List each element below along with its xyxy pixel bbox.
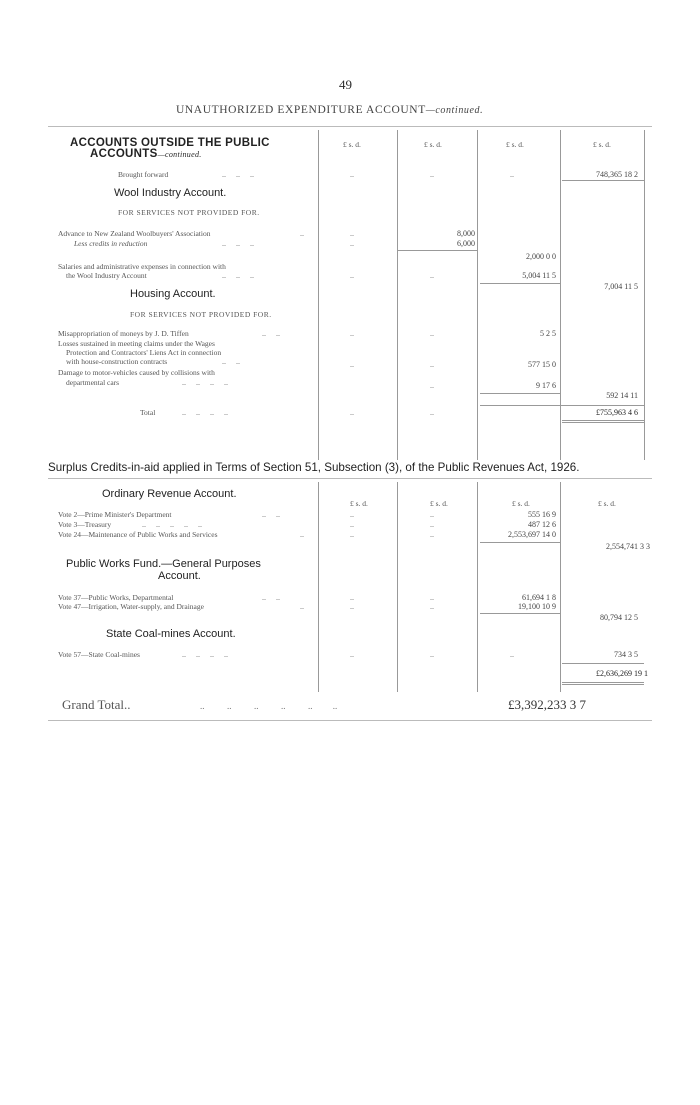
salaries-amount: 5,004 11 5 <box>522 271 556 280</box>
leader-dots: .. <box>430 602 434 611</box>
salaries-line1: Salaries and administrative expenses in connection with <box>58 262 226 271</box>
vote-3-amount: 487 12 6 <box>528 520 556 529</box>
rule <box>480 542 560 543</box>
vote-47-label: Vote 47—Irrigation, Water-supply, and Drainage <box>58 602 204 611</box>
misappropriation-label: Misappropriation of moneys by J. D. Tiffen <box>58 329 189 338</box>
page-number: 49 <box>339 77 352 92</box>
vote-47-amount: 19,100 10 9 <box>518 602 556 611</box>
table1-heading-line2: ACCOUNTS <box>90 148 158 160</box>
leader-dots: .. <box>430 381 434 390</box>
table2-col-divider <box>477 482 478 692</box>
damage-line1: Damage to motor-vehicles caused by collisions with <box>58 368 215 377</box>
housing-total: 592 14 11 <box>606 391 638 400</box>
vote-24-label: Vote 24—Maintenance of Public Works and Services <box>58 530 218 539</box>
vote-3-label: Vote 3—Treasury <box>58 520 112 529</box>
rule <box>480 405 644 406</box>
leader-dots: .. <box>430 520 434 529</box>
leader-dots: .. .. <box>222 357 240 366</box>
leader-dots: .. <box>430 360 434 369</box>
leader-dots: .. <box>430 650 434 659</box>
table2-total: £2,636,269 19 1 <box>596 669 648 678</box>
table1-col-divider <box>477 130 478 460</box>
table2-col-divider <box>397 482 398 692</box>
vote-2-label: Vote 2—Prime Minister's Department <box>58 510 172 519</box>
pwf-heading-line2: Account. <box>158 570 201 582</box>
vote-2-amount: 555 16 9 <box>528 510 556 519</box>
leader-dots: .. <box>350 520 354 529</box>
leader-dots: .. .. <box>262 593 280 602</box>
grand-total-label <box>62 697 131 713</box>
bottom-rule <box>48 720 652 721</box>
leader-dots: .. <box>350 329 354 338</box>
losses-line2: Protection and Contractors' Liens Act in connection <box>66 348 222 357</box>
leader-dots: .. <box>430 593 434 602</box>
wool-row-advance: Advance to New Zealand Woolbuyers' Association <box>58 229 211 238</box>
leader-dots: .. .. .. .. .. <box>142 520 202 529</box>
double-rule <box>562 420 644 421</box>
double-rule <box>562 422 644 423</box>
wool-subheading: FOR SERVICES NOT PROVIDED FOR. <box>118 208 260 217</box>
leader-dots: .. .. .. .. <box>182 378 228 387</box>
leader-dots: .. <box>430 510 434 519</box>
table1-col-divider <box>560 130 561 460</box>
running-title-text: UNAUTHORIZED EXPENDITURE ACCOUNT <box>176 104 426 116</box>
table1-col-divider <box>397 130 398 460</box>
leader-dots: .. <box>350 602 354 611</box>
table1-top-rule <box>48 126 652 127</box>
table2-col-divider <box>560 482 561 692</box>
leader-dots: .. <box>430 408 434 417</box>
table1-heading-cont: —continued. <box>157 150 202 159</box>
losses-line1: Losses sustained in meeting claims under the Wages <box>58 339 215 348</box>
leader-dots: .. <box>510 170 514 179</box>
table2-top-rule <box>48 478 652 479</box>
wool-heading: Wool Industry Account. <box>114 187 227 199</box>
leader-dots: .. .. .. <box>222 239 254 248</box>
vote-37-label: Vote 37—Public Works, Departmental <box>58 593 174 602</box>
t2-col-header-3: £ s. d. <box>512 499 530 508</box>
leader-dots: .. .. <box>262 510 280 519</box>
table1-heading <box>70 138 270 160</box>
double-rule <box>562 682 644 683</box>
leader-dots: .. .. .. .. <box>182 650 228 659</box>
rule <box>480 283 560 284</box>
t1-col-header-3: £ s. d. <box>506 140 524 149</box>
pwf-heading <box>66 558 261 582</box>
brought-forward-label: Brought forward <box>118 170 169 179</box>
damage-amount: 9 17 6 <box>536 381 556 390</box>
leader-dots: .. .. .. <box>222 271 254 280</box>
t1-col-header-1: £ s. d. <box>343 140 361 149</box>
table1-col-divider <box>644 130 645 460</box>
grand-total-amount: £3,392,233 3 7 <box>508 697 586 712</box>
leader-dots: .. <box>350 593 354 602</box>
double-rule <box>562 684 644 685</box>
housing-heading: Housing Account. <box>130 288 216 300</box>
housing-subheading: FOR SERVICES NOT PROVIDED FOR. <box>130 310 272 319</box>
wool-net-amount: 2,000 0 0 <box>526 252 556 261</box>
leader-dots: .. <box>430 170 434 179</box>
leader-dots: .. .. .. <box>222 170 254 179</box>
misappropriation-amount: 5 2 5 <box>540 329 556 338</box>
vote-37-amount: 61,694 1 8 <box>522 593 556 602</box>
leader-dots: .. <box>430 271 434 280</box>
leader-dots: .. .. .. .. .. .. <box>200 701 338 711</box>
ordinary-heading: Ordinary Revenue Account. <box>102 488 237 500</box>
losses-line3: with house-construction contracts <box>66 357 168 366</box>
t2-col-header-1: £ s. d. <box>350 499 368 508</box>
coal-heading: State Coal-mines Account. <box>106 628 236 640</box>
ordinary-total: 2,554,741 3 3 <box>606 542 650 551</box>
grand-total-text: Grand Total <box>62 697 125 712</box>
salaries-line2: the Wool Industry Account <box>66 271 147 280</box>
table1-col-divider <box>318 130 319 460</box>
leader-dots: .. <box>350 408 354 417</box>
wool-less-amount: 6,000 <box>457 239 475 248</box>
leader-dots: .. <box>430 530 434 539</box>
table1-heading-line1: ACCOUNTS OUTSIDE THE PUBLIC <box>70 137 270 149</box>
wool-total: 7,004 11 5 <box>604 282 638 291</box>
t1-col-header-4: £ s. d. <box>593 140 611 149</box>
t1-col-header-2: £ s. d. <box>424 140 442 149</box>
leader-dots: .. <box>350 360 354 369</box>
rule <box>398 250 477 251</box>
vote-24-amount: 2,553,697 14 0 <box>508 530 556 539</box>
damage-line2: departmental cars <box>66 378 120 387</box>
leader-dots: .. .. .. .. <box>182 408 228 417</box>
losses-amount: 577 15 0 <box>528 360 556 369</box>
leader-dots: .. <box>350 510 354 519</box>
pwf-heading-line1: Public Works Fund.—General Purposes <box>66 558 261 570</box>
rule <box>562 663 644 664</box>
leader-dots: .. <box>350 170 354 179</box>
leader-dots: .. <box>124 697 131 712</box>
leader-dots: .. <box>350 271 354 280</box>
rule <box>480 393 560 394</box>
leader-dots: .. <box>300 229 304 238</box>
pwf-total: 80,794 12 5 <box>600 613 638 622</box>
leader-dots: .. <box>300 530 304 539</box>
leader-dots: .. <box>300 602 304 611</box>
wool-advance-amount: 8,000 <box>457 229 475 238</box>
table1-heading-line2-wrap <box>70 149 270 160</box>
leader-dots: .. <box>350 530 354 539</box>
table2-col-divider <box>318 482 319 692</box>
leader-dots: .. <box>350 229 354 238</box>
running-title <box>176 104 483 116</box>
vote-57-label: Vote 57—State Coal-mines <box>58 650 140 659</box>
table1-total: £755,963 4 6 <box>596 408 638 417</box>
surplus-section-title: Surplus Credits-in-aid applied in Terms of Section 51, Subsection (3), of the Public Revenues Act, 1926. <box>48 461 580 474</box>
running-title-cont: —continued. <box>425 105 484 116</box>
wool-row-less: Less credits in reduction <box>74 239 148 248</box>
leader-dots: .. <box>350 650 354 659</box>
rule <box>562 180 644 181</box>
leader-dots: .. <box>350 239 354 248</box>
brought-forward-amount: 748,365 18 2 <box>596 170 638 179</box>
leader-dots: .. <box>510 650 514 659</box>
leader-dots: .. .. <box>262 329 280 338</box>
total-label: Total <box>140 408 156 417</box>
t2-col-header-4: £ s. d. <box>598 499 616 508</box>
leader-dots: .. <box>430 329 434 338</box>
rule <box>480 613 560 614</box>
t2-col-header-2: £ s. d. <box>430 499 448 508</box>
coal-total: 734 3 5 <box>614 650 638 659</box>
